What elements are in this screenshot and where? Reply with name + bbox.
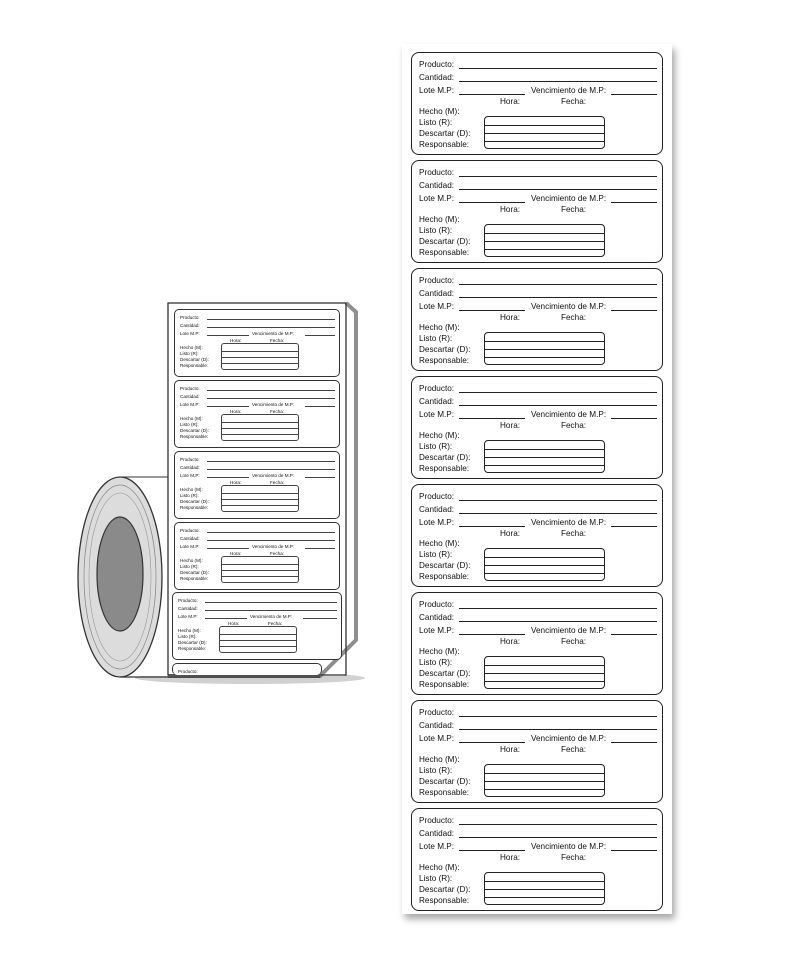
roll-hora: Hora: xyxy=(230,338,242,343)
roll-label-1 xyxy=(174,309,340,377)
vencimiento-label: Vencimiento de M.P: xyxy=(531,626,607,635)
producto-line xyxy=(459,68,657,69)
vencimiento-line xyxy=(611,850,657,851)
lote-line xyxy=(459,310,525,311)
hora-label: Hora: xyxy=(500,637,521,646)
vencimiento-label: Vencimiento de M.P: xyxy=(531,518,607,527)
cantidad-line xyxy=(459,837,657,838)
cantidad-line xyxy=(459,405,657,406)
fecha-label: Fecha: xyxy=(561,745,587,754)
roll-lote: Lote M.P: xyxy=(180,331,200,336)
vencimiento-label: Vencimiento de M.P: xyxy=(531,734,607,743)
producto-label: Producto: xyxy=(419,168,455,177)
descartar-label: Descartar (D): xyxy=(419,129,471,138)
lote-line xyxy=(459,202,525,203)
lote-label: Lote M.P: xyxy=(419,86,455,95)
descartar-label: Descartar (D): xyxy=(419,453,471,462)
vencimiento-line xyxy=(611,94,657,95)
cantidad-label: Cantidad: xyxy=(419,289,455,298)
producto-line xyxy=(459,608,657,609)
roll-label-5: Producto: Cantidad: Lote M.P: Vencimiento de M.P: Hora: Fecha: Hecho (M): Listo (R): Descartar (D): Responsable: xyxy=(172,592,342,660)
lote-line xyxy=(459,94,525,95)
label-1 xyxy=(411,52,663,155)
descartar-label: Descartar (D): xyxy=(419,345,471,354)
vencimiento-label: Vencimiento de M.P: xyxy=(531,842,607,851)
listo-label: Listo (R): xyxy=(419,658,453,667)
producto-line xyxy=(459,284,657,285)
time-date-box xyxy=(484,224,605,257)
roll-label-4: Producto: Cantidad: Lote M.P: Vencimiento de M.P: Hora: Fecha: Hecho (M): Listo (R): Descartar (D): Responsable: xyxy=(174,522,340,590)
descartar-label: Descartar (D): xyxy=(419,777,471,786)
roll-label-6-partial: Producto: xyxy=(172,663,322,675)
hora-label: Hora: xyxy=(500,529,521,538)
responsable-label: Responsable: xyxy=(419,788,470,797)
label-8 xyxy=(411,808,663,911)
cantidad-line xyxy=(459,513,657,514)
roll-vencimiento: Vencimiento de M.P: xyxy=(252,331,295,336)
producto-line xyxy=(459,716,657,717)
lote-label: Lote M.P: xyxy=(419,194,455,203)
roll-label-3: Producto: Cantidad: Lote M.P: Vencimiento de M.P: Hora: Fecha: Hecho (M): Listo (R): Descartar (D): Responsable: xyxy=(174,451,340,519)
vencimiento-label: Vencimiento de M.P: xyxy=(531,194,607,203)
fecha-label: Fecha: xyxy=(561,529,587,538)
hecho-label: Hecho (M): xyxy=(419,323,460,332)
listo-label: Listo (R): xyxy=(419,334,453,343)
cantidad-label: Cantidad: xyxy=(419,505,455,514)
listo-label: Listo (R): xyxy=(419,226,453,235)
listo-label: Listo (R): xyxy=(419,550,453,559)
roll-listo: Listo (R): xyxy=(180,351,199,356)
time-date-box xyxy=(484,332,605,365)
lote-line xyxy=(459,526,525,527)
vencimiento-label: Vencimiento de M.P: xyxy=(531,302,607,311)
vencimiento-label: Vencimiento de M.P: xyxy=(531,410,607,419)
label-7 xyxy=(411,700,663,803)
vencimiento-line xyxy=(611,742,657,743)
label-4 xyxy=(411,376,663,479)
roll-fecha: Fecha: xyxy=(270,338,285,343)
cantidad-label: Cantidad: xyxy=(419,721,455,730)
cantidad-label: Cantidad: xyxy=(419,613,455,622)
roll-producto: Producto: xyxy=(180,315,200,320)
lote-label: Lote M.P: xyxy=(419,734,455,743)
hora-label: Hora: xyxy=(500,853,521,862)
roll-responsable: Responsable: xyxy=(180,363,209,368)
lote-label: Lote M.P: xyxy=(419,302,455,311)
hora-label: Hora: xyxy=(500,97,521,106)
producto-label: Producto: xyxy=(419,60,455,69)
producto-label: Producto: xyxy=(419,384,455,393)
producto-label: Producto: xyxy=(419,276,455,285)
responsable-label: Responsable: xyxy=(419,140,470,149)
cantidad-line xyxy=(459,81,657,82)
fecha-label: Fecha: xyxy=(561,853,587,862)
roll-descartar: Descartar (D): xyxy=(180,357,209,362)
listo-label: Listo (R): xyxy=(419,118,453,127)
hecho-label: Hecho (M): xyxy=(419,215,460,224)
producto-line xyxy=(459,824,657,825)
cantidad-label: Cantidad: xyxy=(419,397,455,406)
roll-cantidad: Cantidad: xyxy=(180,323,200,328)
listo-label: Listo (R): xyxy=(419,874,453,883)
responsable-label: Responsable: xyxy=(419,464,470,473)
descartar-label: Descartar (D): xyxy=(419,885,471,894)
time-date-box xyxy=(484,764,605,797)
fecha-label: Fecha: xyxy=(561,421,587,430)
time-date-box xyxy=(484,548,605,581)
label-2 xyxy=(411,160,663,263)
listo-label: Listo (R): xyxy=(419,442,453,451)
listo-label: Listo (R): xyxy=(419,766,453,775)
cantidad-label: Cantidad: xyxy=(419,829,455,838)
roll-core xyxy=(97,517,143,631)
label-5 xyxy=(411,484,663,587)
hora-label: Hora: xyxy=(500,745,521,754)
lote-label: Lote M.P: xyxy=(419,842,455,851)
producto-line xyxy=(459,176,657,177)
label-3 xyxy=(411,268,663,371)
producto-line xyxy=(459,392,657,393)
producto-line xyxy=(459,500,657,501)
hora-label: Hora: xyxy=(500,313,521,322)
lote-line xyxy=(459,634,525,635)
vencimiento-line xyxy=(611,634,657,635)
time-date-box xyxy=(484,440,605,473)
label-strip xyxy=(402,44,672,914)
descartar-label: Descartar (D): xyxy=(419,669,471,678)
vencimiento-line xyxy=(611,310,657,311)
lote-label: Lote M.P: xyxy=(419,626,455,635)
lote-line xyxy=(459,850,525,851)
lote-line xyxy=(459,742,525,743)
responsable-label: Responsable: xyxy=(419,896,470,905)
fecha-label: Fecha: xyxy=(561,97,587,106)
descartar-label: Descartar (D): xyxy=(419,561,471,570)
descartar-label: Descartar (D): xyxy=(419,237,471,246)
producto-label: Producto: xyxy=(419,492,455,501)
time-date-box xyxy=(484,116,605,149)
fecha-label: Fecha: xyxy=(561,313,587,322)
hecho-label: Hecho (M): xyxy=(419,107,460,116)
vencimiento-line xyxy=(611,202,657,203)
hecho-label: Hecho (M): xyxy=(419,539,460,548)
hecho-label: Hecho (M): xyxy=(419,755,460,764)
responsable-label: Responsable: xyxy=(419,356,470,365)
time-date-box xyxy=(484,872,605,905)
fecha-label: Fecha: xyxy=(561,205,587,214)
hora-label: Hora: xyxy=(500,421,521,430)
roll-hecho: Hecho (M): xyxy=(180,345,203,350)
roll-label-2: Producto: Cantidad: Lote M.P: Vencimiento de M.P: Hora: Fecha: Hecho (M): Listo (R): Descartar (D): Responsable: xyxy=(174,380,340,448)
cantidad-line xyxy=(459,189,657,190)
cantidad-line xyxy=(459,621,657,622)
hora-label: Hora: xyxy=(500,205,521,214)
responsable-label: Responsable: xyxy=(419,572,470,581)
producto-label: Producto: xyxy=(419,816,455,825)
cantidad-label: Cantidad: xyxy=(419,73,455,82)
responsable-label: Responsable: xyxy=(419,248,470,257)
cantidad-line xyxy=(459,297,657,298)
producto-label: Producto: xyxy=(419,708,455,717)
hecho-label: Hecho (M): xyxy=(419,647,460,656)
hecho-label: Hecho (M): xyxy=(419,431,460,440)
vencimiento-label: Vencimiento de M.P: xyxy=(531,86,607,95)
lote-label: Lote M.P: xyxy=(419,518,455,527)
lote-label: Lote M.P: xyxy=(419,410,455,419)
time-date-box xyxy=(484,656,605,689)
cantidad-label: Cantidad: xyxy=(419,181,455,190)
fecha-label: Fecha: xyxy=(561,637,587,646)
lote-line xyxy=(459,418,525,419)
label-6 xyxy=(411,592,663,695)
responsable-label: Responsable: xyxy=(419,680,470,689)
producto-label: Producto: xyxy=(419,600,455,609)
hecho-label: Hecho (M): xyxy=(419,863,460,872)
vencimiento-line xyxy=(611,418,657,419)
vencimiento-line xyxy=(611,526,657,527)
cantidad-line xyxy=(459,729,657,730)
